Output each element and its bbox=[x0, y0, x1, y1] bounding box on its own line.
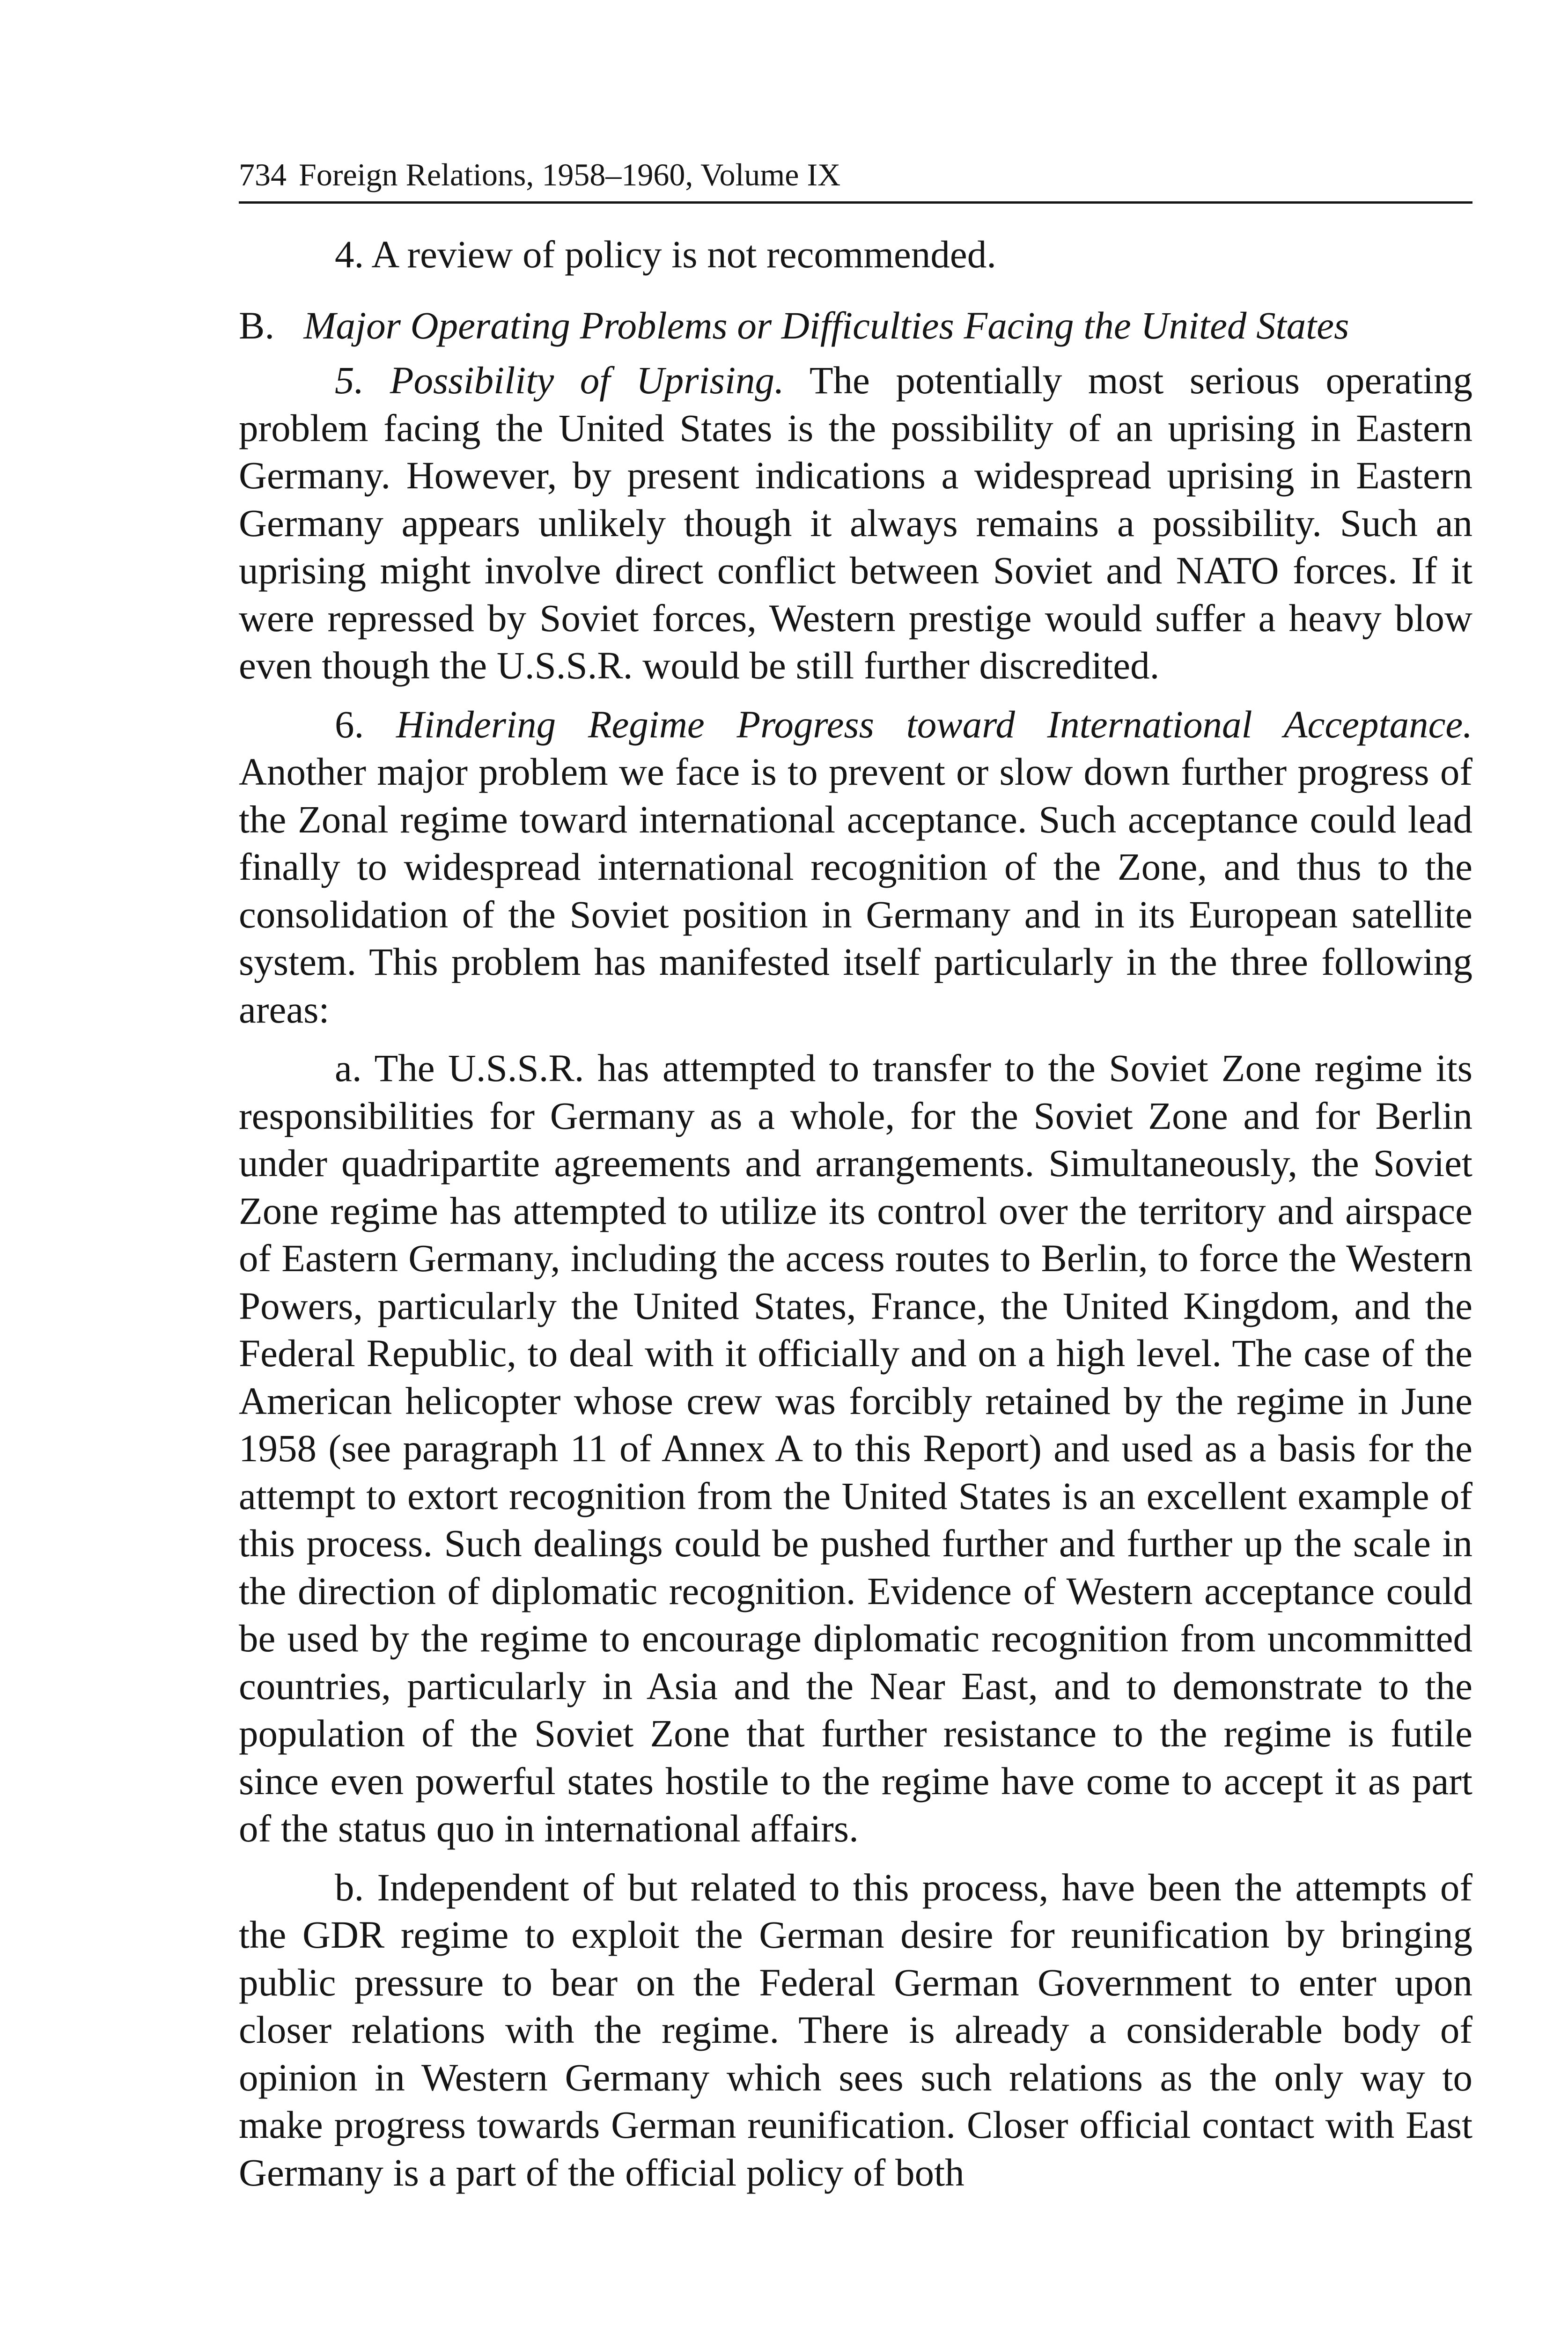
paragraph-6 bbox=[239, 701, 1472, 1034]
paragraph-5-heading: 5. Possibility of Uprising. bbox=[335, 359, 784, 402]
paragraph-a: a. The U.S.S.R. has attempted to transfer to the Soviet Zone regime its responsibilities for Germany as a whole, for the Soviet Zone and for Berlin under quadripartite agreements and arrangements. Simultaneously, the Soviet Zone regime has attempted to utilize its control over the territory and airspace of Eastern Germany, including the access routes to Berlin, to force the Western Powers, particularly the United States, France, the United Kingdom, and the Federal Republic, to deal with it officially and on a high level. The case of the American helicopter whose crew was forcibly retained by the regime in June 1958 (see paragraph 11 of Annex A to this Report) and used as a basis for the attempt to extort recognition from the United States is an excellent example of this process. Such dealings could be pushed further and further up the scale in the direction of diplomatic recognition. Evidence of Western acceptance could be used by the regime to encourage diplomatic recognition from uncommitted countries, particularly in Asia and the Near East, and to demonstrate to the population of the Soviet Zone that further resistance to the regime is futile since even powerful states hostile to the regime have come to accept it as part of the status quo in international affairs. bbox=[239, 1046, 1472, 1850]
paragraph-b: b. Independent of but related to this process, have been the attempts of the GDR regime to exploit the German desire for reunification by bringing public pressure to bear on the Federal German Government to enter upon closer relations with the regime. There is already a considerable body of opinion in Western Germany which sees such relations as the only way to make progress towards German reunification. Closer official contact with East Germany is a part of the official policy of both bbox=[239, 1865, 1472, 2194]
section-b-heading bbox=[239, 302, 1472, 350]
document-body bbox=[239, 231, 1472, 2196]
paragraph-6-text: Another major problem we face is to prevent or slow down further progress of the Zonal regime toward international acceptance. Such acceptance could lead finally to widespread international recognition of the Zone, and thus to the consolidation of the Soviet position in Germany and in its European satellite system. This problem has manifested itself particularly in the three following areas: bbox=[239, 750, 1472, 1031]
document-page bbox=[239, 155, 1472, 2196]
section-b-label: B. bbox=[239, 303, 275, 347]
paragraph-5-text: The potentially most serious operating problem facing the United States is the possibility of an uprising in Eastern Germany. However, by present indications a widespread uprising in Eastern Germany appears unlikely though it always remains a possibility. Such an uprising might involve direct conflict between Soviet and NATO forces. If it were repressed by Soviet forces, Western prestige would suffer a heavy blow even though the U.S.S.R. would be still further discredited. bbox=[239, 359, 1472, 687]
section-b-title: Major Operating Problems or Difficulties Facing the United States bbox=[303, 303, 1349, 347]
page-number: 734 bbox=[239, 157, 287, 192]
paragraph-6-heading: Hindering Regime Progress toward International Acceptance. bbox=[396, 702, 1472, 746]
paragraph-4: 4. A review of policy is not recommended. bbox=[335, 233, 996, 276]
volume-title: Foreign Relations, 1958–1960, Volume IX bbox=[299, 157, 841, 192]
paragraph-5 bbox=[239, 357, 1472, 690]
running-header bbox=[239, 155, 1472, 204]
paragraph-6-number: 6. bbox=[335, 702, 364, 746]
